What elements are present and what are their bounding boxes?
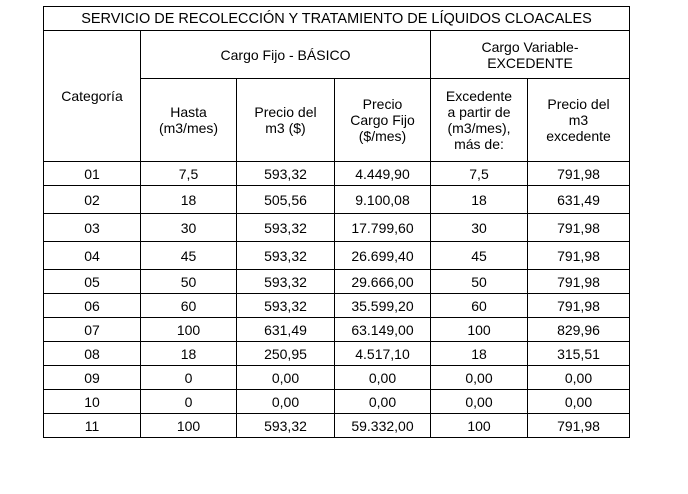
- category-cell: 11: [44, 414, 141, 438]
- variable-charge-header: Cargo Variable- EXCEDENTE: [431, 31, 630, 79]
- table-row: [44, 214, 630, 242]
- excedente-cell: 18: [431, 186, 528, 214]
- cargo-fijo-cell: 29.666,00: [335, 270, 431, 294]
- precio-m3-cell: 593,32: [237, 242, 335, 270]
- precio-m3-cell: 593,32: [237, 214, 335, 242]
- excedente-cell: 50: [431, 270, 528, 294]
- table-row: [44, 186, 630, 214]
- cargo-fijo-cell: 0,00: [335, 366, 431, 390]
- table-row: [44, 414, 630, 438]
- category-cell: 01: [44, 162, 141, 186]
- hasta-cell: 50: [141, 270, 237, 294]
- category-cell: 08: [44, 342, 141, 366]
- category-cell: 03: [44, 214, 141, 242]
- excedente-cell: 7,5: [431, 162, 528, 186]
- hasta-cell: 45: [141, 242, 237, 270]
- table-title: SERVICIO DE RECOLECCIÓN Y TRATAMIENTO DE LÍQUIDOS CLOACALES: [44, 7, 630, 31]
- precio-m3-cell: 0,00: [237, 390, 335, 414]
- category-cell: 05: [44, 270, 141, 294]
- hasta-cell: 60: [141, 294, 237, 318]
- table-row: [44, 390, 630, 414]
- precio-excedente-cell: 0,00: [528, 390, 630, 414]
- group-header-row: [44, 31, 630, 79]
- fixed-charge-header: Cargo Fijo - BÁSICO: [141, 31, 431, 79]
- precio-m3-cell: 593,32: [237, 270, 335, 294]
- table-row: [44, 342, 630, 366]
- precio-excedente-cell: 791,98: [528, 214, 630, 242]
- precio-excedente-cell: 315,51: [528, 342, 630, 366]
- excedente-cell: 30: [431, 214, 528, 242]
- table-title-row: [44, 7, 630, 31]
- table-row: [44, 366, 630, 390]
- cargo-fijo-cell: 4.517,10: [335, 342, 431, 366]
- excedente-desde-header: Excedente a partir de (m3/mes), más de:: [431, 79, 528, 162]
- precio-m3-cell: 0,00: [237, 366, 335, 390]
- hasta-cell: 18: [141, 342, 237, 366]
- table-row: [44, 294, 630, 318]
- table-row: [44, 270, 630, 294]
- excedente-cell: 100: [431, 414, 528, 438]
- cargo-fijo-cell: 4.449,90: [335, 162, 431, 186]
- hasta-cell: 30: [141, 214, 237, 242]
- cargo-fijo-cell: 35.599,20: [335, 294, 431, 318]
- hasta-header: Hasta (m3/mes): [141, 79, 237, 162]
- category-cell: 02: [44, 186, 141, 214]
- tariff-table: [43, 6, 630, 438]
- cargo-fijo-cell: 26.699,40: [335, 242, 431, 270]
- excedente-cell: 60: [431, 294, 528, 318]
- precio-excedente-header: Precio del m3 excedente: [528, 79, 630, 162]
- precio-m3-cell: 593,32: [237, 414, 335, 438]
- excedente-cell: 45: [431, 242, 528, 270]
- precio-m3-cell: 250,95: [237, 342, 335, 366]
- hasta-cell: 0: [141, 366, 237, 390]
- excedente-cell: 100: [431, 318, 528, 342]
- cargo-fijo-cell: 63.149,00: [335, 318, 431, 342]
- cargo-fijo-cell: 59.332,00: [335, 414, 431, 438]
- precio-m3-header: Precio del m3 ($): [237, 79, 335, 162]
- category-cell: 07: [44, 318, 141, 342]
- precio-excedente-cell: 791,98: [528, 162, 630, 186]
- precio-excedente-cell: 0,00: [528, 366, 630, 390]
- category-cell: 10: [44, 390, 141, 414]
- table-row: [44, 318, 630, 342]
- table-row: [44, 162, 630, 186]
- category-cell: 04: [44, 242, 141, 270]
- precio-excedente-cell: 791,98: [528, 242, 630, 270]
- cargo-fijo-cell: 9.100,08: [335, 186, 431, 214]
- hasta-cell: 100: [141, 414, 237, 438]
- cargo-fijo-cell: 17.799,60: [335, 214, 431, 242]
- precio-m3-cell: 505,56: [237, 186, 335, 214]
- precio-m3-cell: 593,32: [237, 294, 335, 318]
- category-header: Categoría: [44, 31, 141, 162]
- category-cell: 06: [44, 294, 141, 318]
- hasta-cell: 18: [141, 186, 237, 214]
- table-row: [44, 242, 630, 270]
- excedente-cell: 0,00: [431, 390, 528, 414]
- precio-m3-cell: 593,32: [237, 162, 335, 186]
- precio-excedente-cell: 791,98: [528, 414, 630, 438]
- category-cell: 09: [44, 366, 141, 390]
- hasta-cell: 7,5: [141, 162, 237, 186]
- hasta-cell: 100: [141, 318, 237, 342]
- precio-excedente-cell: 791,98: [528, 294, 630, 318]
- table-body: [44, 162, 630, 438]
- precio-excedente-cell: 791,98: [528, 270, 630, 294]
- cargo-fijo-cell: 0,00: [335, 390, 431, 414]
- precio-excedente-cell: 631,49: [528, 186, 630, 214]
- hasta-cell: 0: [141, 390, 237, 414]
- precio-m3-cell: 631,49: [237, 318, 335, 342]
- precio-excedente-cell: 829,96: [528, 318, 630, 342]
- excedente-cell: 0,00: [431, 366, 528, 390]
- precio-cargo-fijo-header: Precio Cargo Fijo ($/mes): [335, 79, 431, 162]
- excedente-cell: 18: [431, 342, 528, 366]
